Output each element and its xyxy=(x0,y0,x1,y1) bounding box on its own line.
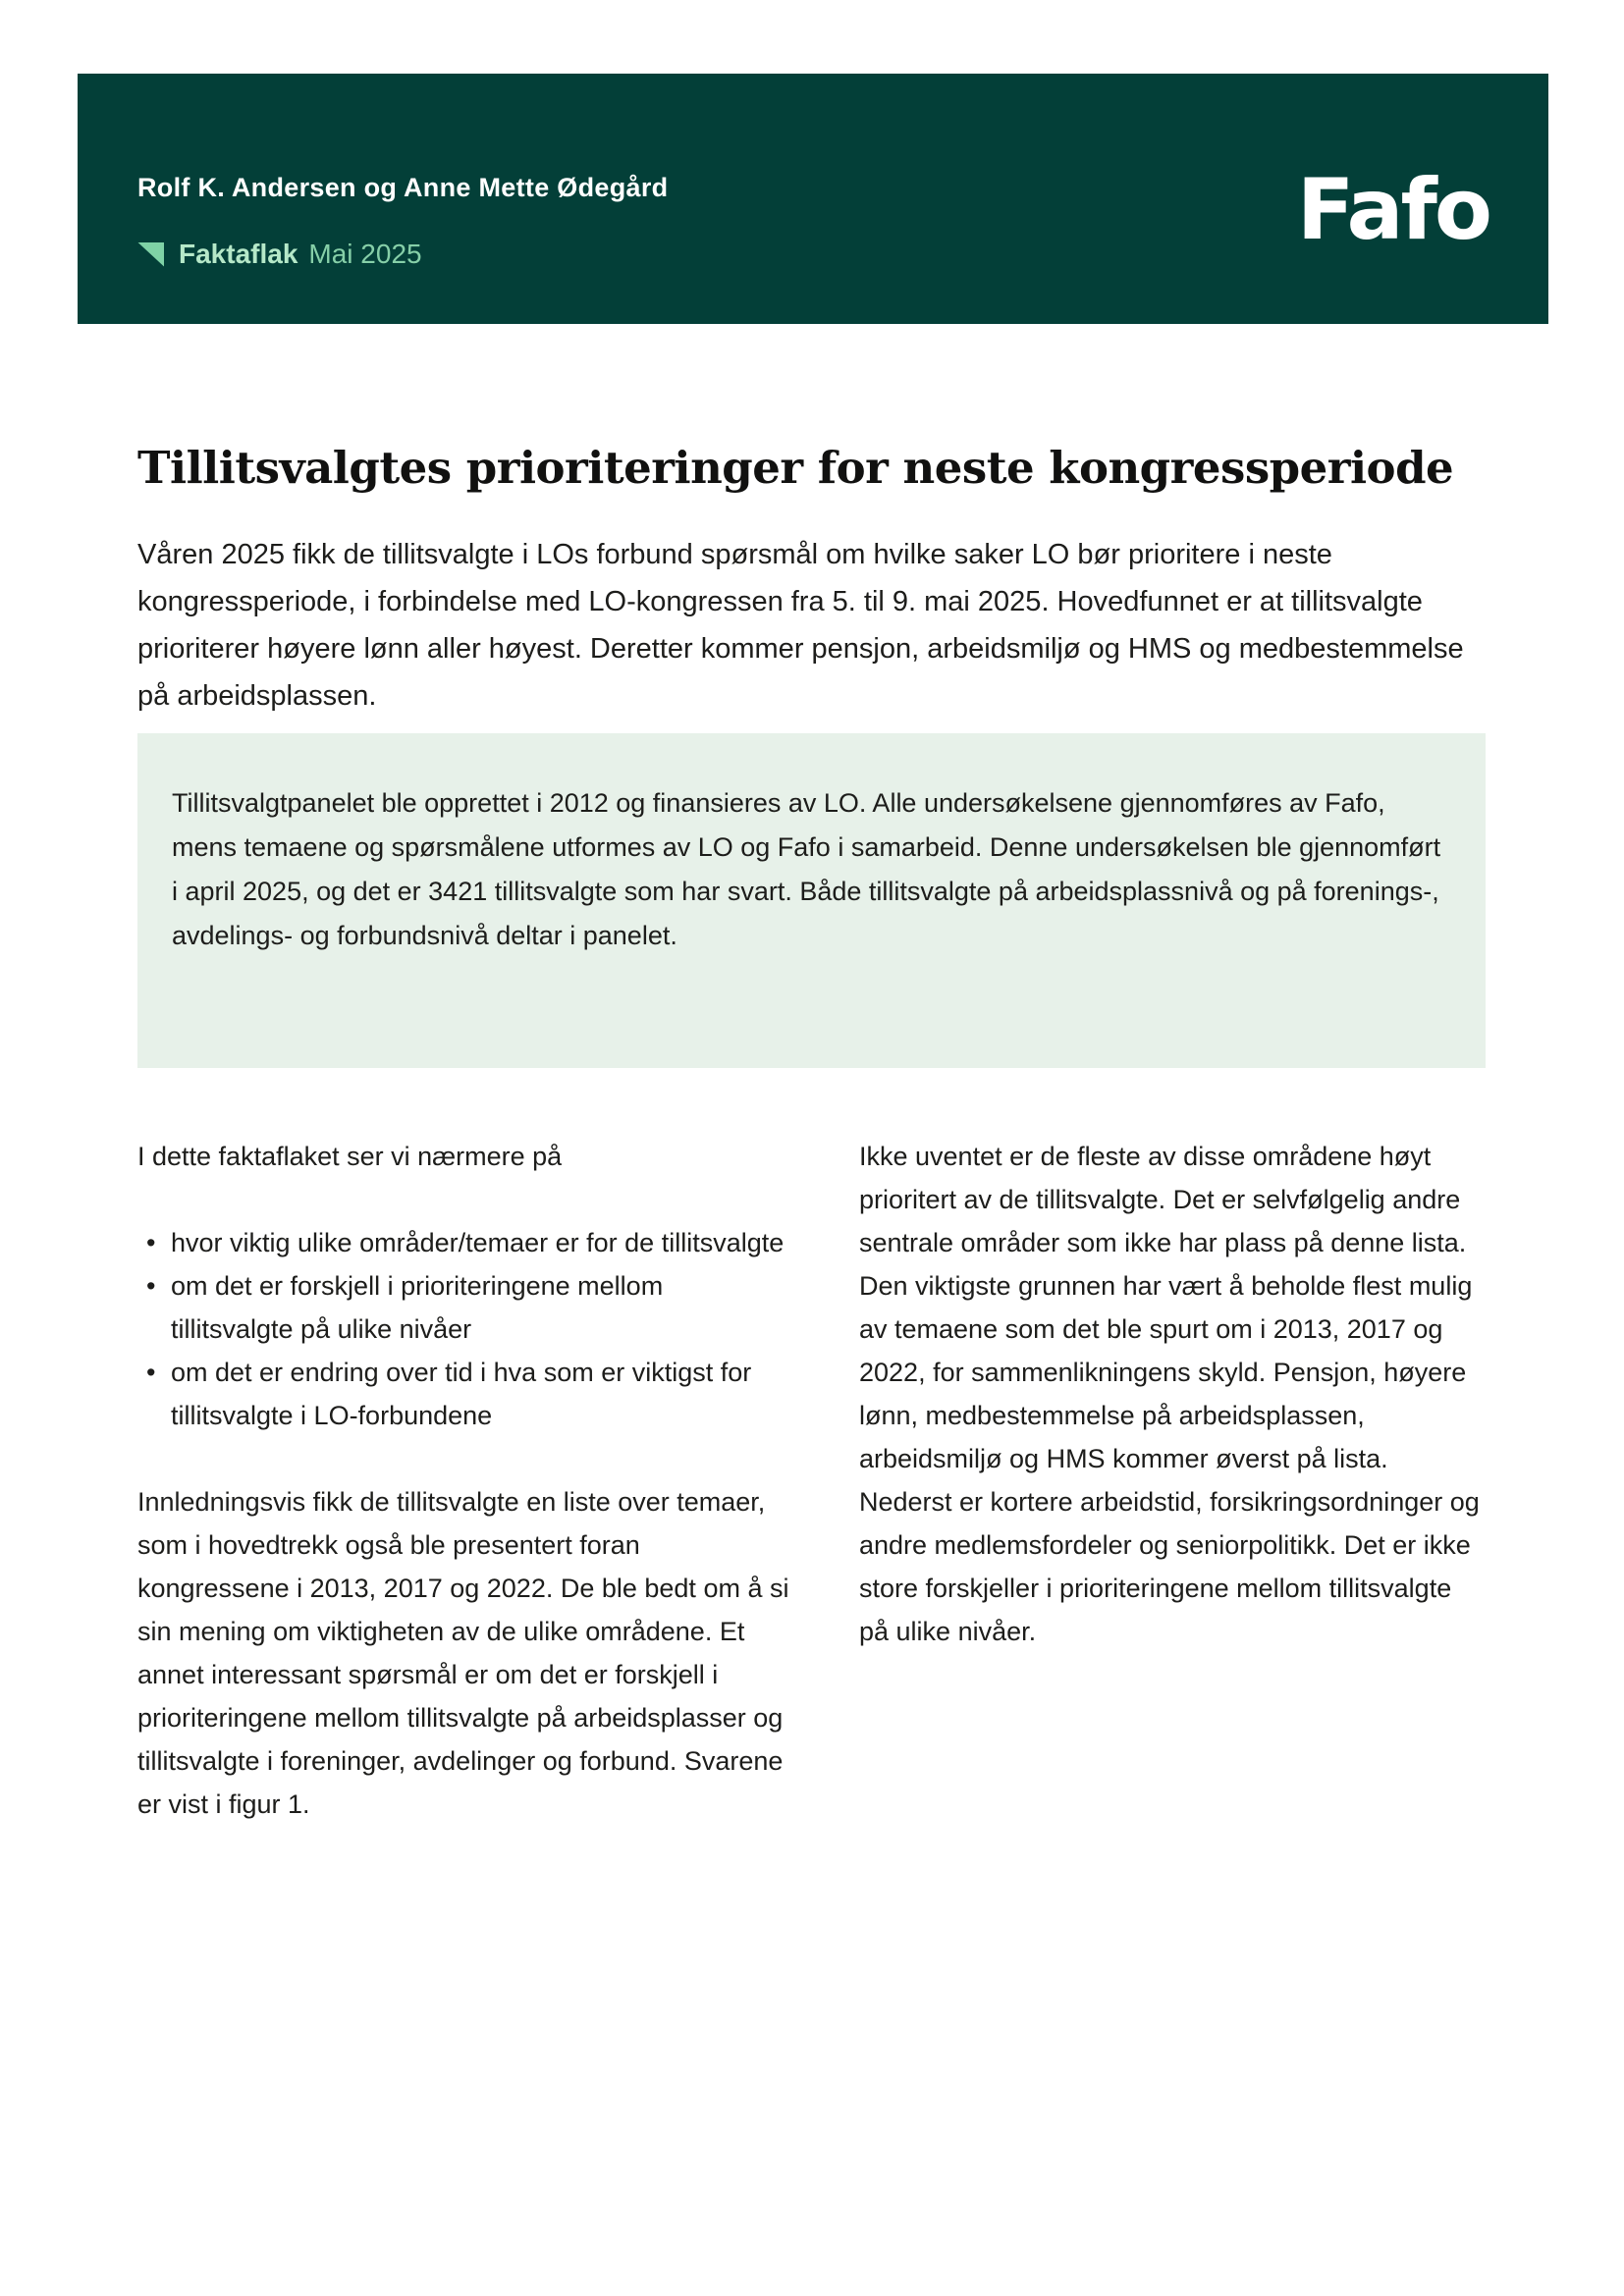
right-column-paragraph: Ikke uventet er de fleste av disse områdene høyt prioritert av de tillitsvalgte. Det er selvfølgelig andre sentrale områder som ikke har plass på denne lista. Den viktigste grunnen har vært å beholde flest mulig av temaene som det ble spurt om i 2013, 2017 og 2022, for sammenlikningens skyld. Pensjon, høyere lønn, medbestemmelse på arbeidsplassen, arbeidsmiljø og HMS kommer øverst på lista. Nederst er kortere arbeidstid, forsikringsordninger og andre medlemsfordeler og seniorpolitikk. Det er ikke store forskjeller i prioriteringene mellom tillitsvalgte på ulike nivåer. xyxy=(859,1142,1480,1646)
infobox xyxy=(137,733,1486,1068)
left-column-paragraph: Innledningsvis fikk de tillitsvalgte en liste over temaer, som i hovedtrekk også ble presentert foran kongressene i 2013, 2017 og 2022. De ble bedt om å si sin mening om viktigheten av de ulike områdene. Et annet interessant spørsmål er om det er forskjell i prioriteringene mellom tillitsvalgte på arbeidsplasser og tillitsvalgte i foreninger, avdelinger og forbund. Svarene er vist i figur 1. xyxy=(137,1487,789,1819)
series-date: Mai 2025 xyxy=(308,239,422,269)
infobox-text: Tillitsvalgtpanelet ble opprettet i 2012 og finansieres av LO. Alle undersøkelsene gjennomføres av Fafo, mens temaene og spørsmålene utformes av LO og Fafo i samarbeid. Denne undersøkelsen ble gjennomført i april 2025, og det er 3421 tillitsvalgte som har svart. Både tillitsvalgte på arbeidsplassnivå og på forenings-, avdelings- og forbundsnivå deltar i panelet. xyxy=(172,788,1441,950)
left-column xyxy=(137,1135,790,1826)
right-column xyxy=(859,1135,1488,1653)
authors-line: Rolf K. Andersen og Anne Mette Ødegård xyxy=(137,173,669,202)
header-band xyxy=(78,74,1548,324)
bullet-item: • hvor viktig ulike områder/temaer er for de tillitsvalgte xyxy=(137,1221,790,1264)
faktaflak-triangle-icon xyxy=(137,242,164,267)
series-tagline xyxy=(137,239,422,270)
left-column-bullet-list xyxy=(137,1221,790,1437)
bullet-item: • om det er forskjell i prioriteringene mellom tillitsvalgte på ulike nivåer xyxy=(137,1264,790,1351)
page-title: Tillitsvalgtes prioriteringer for neste kongressperiode xyxy=(137,442,1454,495)
bullet-item: • om det er endring over tid i hva som er viktigst for tillitsvalgte i LO-forbundene xyxy=(137,1351,790,1437)
left-column-intro: I dette faktaflaket ser vi nærmere på xyxy=(137,1142,563,1171)
lead-paragraph: Våren 2025 fikk de tillitsvalgte i LOs forbund spørsmål om hvilke saker LO bør prioritere i neste kongressperiode, i forbindelse med LO-kongressen fra 5. til 9. mai 2025. Hovedfunnet er at tillitsvalgte prioriterer høyere lønn aller høyest. Deretter kommer pensjon, arbeidsmiljø og HMS og medbestemmelse på arbeidsplassen. xyxy=(137,539,1464,712)
fafo-logo: Fafo xyxy=(1296,161,1489,259)
series-label: Faktaflak xyxy=(179,239,298,269)
